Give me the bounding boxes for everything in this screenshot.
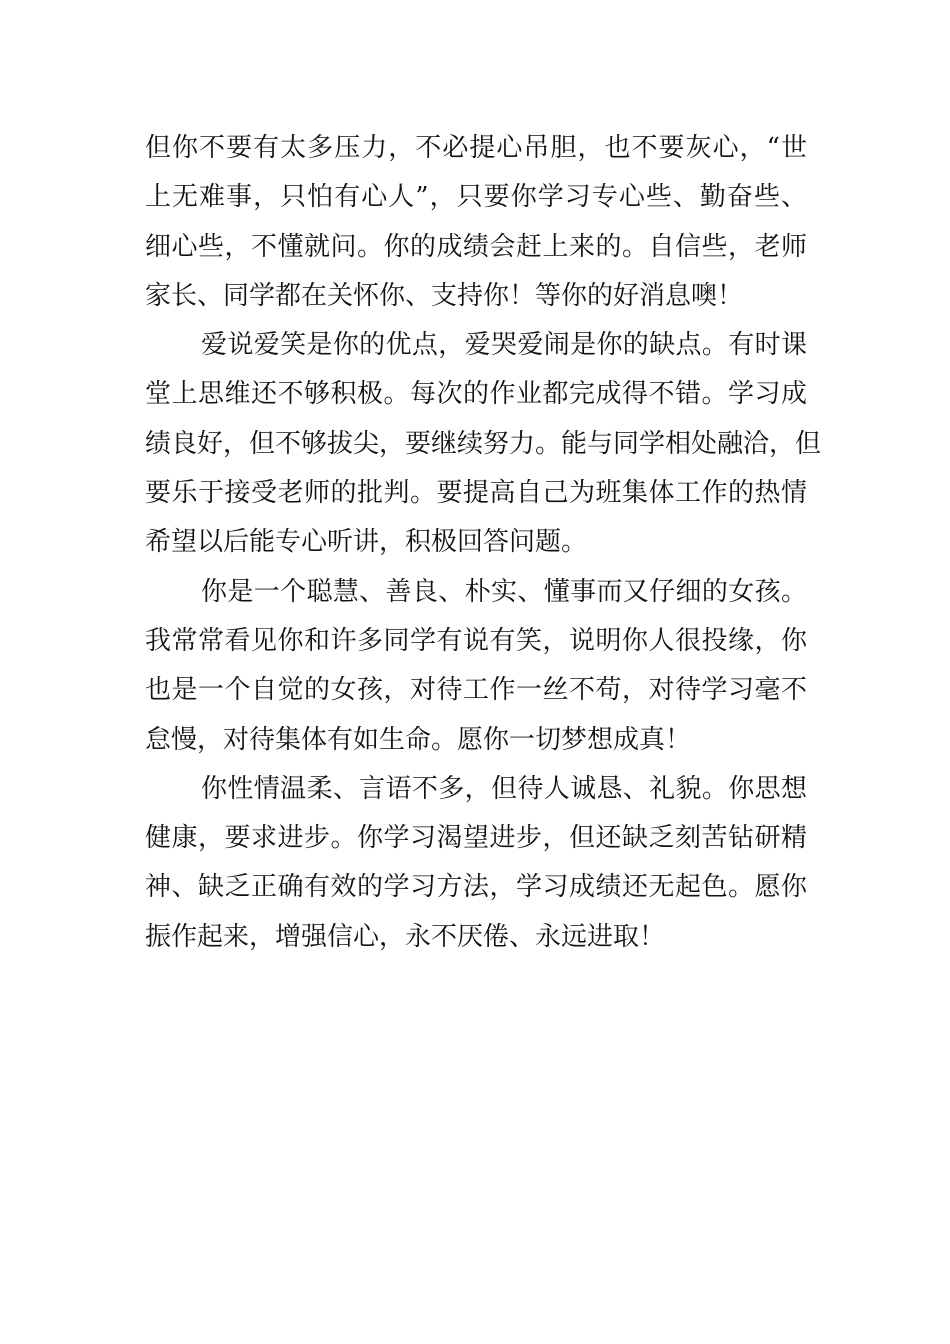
paragraph-line: 但你不要有太多压力，不必提心吊胆，也不要灰心，“世 — [145, 133, 807, 163]
paragraph-line: 也是一个自觉的女孩，对待工作一丝不苟，对待学习毫不 — [145, 675, 807, 706]
paragraph-4 — [145, 765, 807, 962]
paragraph-line: 绩良好，但不够拔尖，要继续努力。能与同学相处融洽，但 — [145, 428, 822, 459]
paragraph-line: 我常常看见你和许多同学有说有笑，说明你人很投缘，你 — [145, 625, 807, 656]
paragraph-line: 爱说爱笑是你的优点，爱哭爱闹是你的缺点。有时课 — [201, 330, 807, 361]
paragraph-line: 振作起来，增强信心，永不厌倦、永远进取！ — [145, 921, 666, 952]
paragraph-2 — [145, 321, 822, 567]
paragraph-3 — [145, 568, 807, 765]
paragraph-line: 你是一个聪慧、善良、朴实、懂事而又仔细的女孩。 — [201, 576, 807, 607]
paragraph-line: 希望以后能专心听讲，积极回答问题。 — [145, 527, 588, 558]
paragraph-line: 家长、同学都在关怀你、支持你！等你的好消息噢！ — [145, 280, 744, 311]
paragraph-line: 堂上思维还不够积极。每次的作业都完成得不错。学习成 — [145, 379, 807, 410]
paragraph-line: 要乐于接受老师的批判。要提高自己为班集体工作的热情 — [145, 478, 807, 509]
paragraph-line: 你性情温柔、言语不多，但待人诚恳、礼貌。你思想 — [201, 773, 807, 804]
paragraph-line: 上无难事，只怕有心人”，只要你学习专心些、勤奋些、 — [145, 182, 807, 213]
paragraph-1 — [145, 124, 807, 321]
paragraph-line: 神、缺乏正确有效的学习方法，学习成绩还无起色。愿你 — [145, 872, 807, 903]
paragraph-line: 细心些，不懂就问。你的成绩会赶上来的。自信些，老师 — [145, 231, 807, 262]
document-body — [145, 124, 822, 962]
paragraph-line: 健康，要求进步。你学习渴望进步，但还缺乏刻苦钻研精 — [145, 823, 807, 854]
paragraph-line: 怠慢，对待集体有如生命。愿你一切梦想成真！ — [145, 724, 692, 755]
